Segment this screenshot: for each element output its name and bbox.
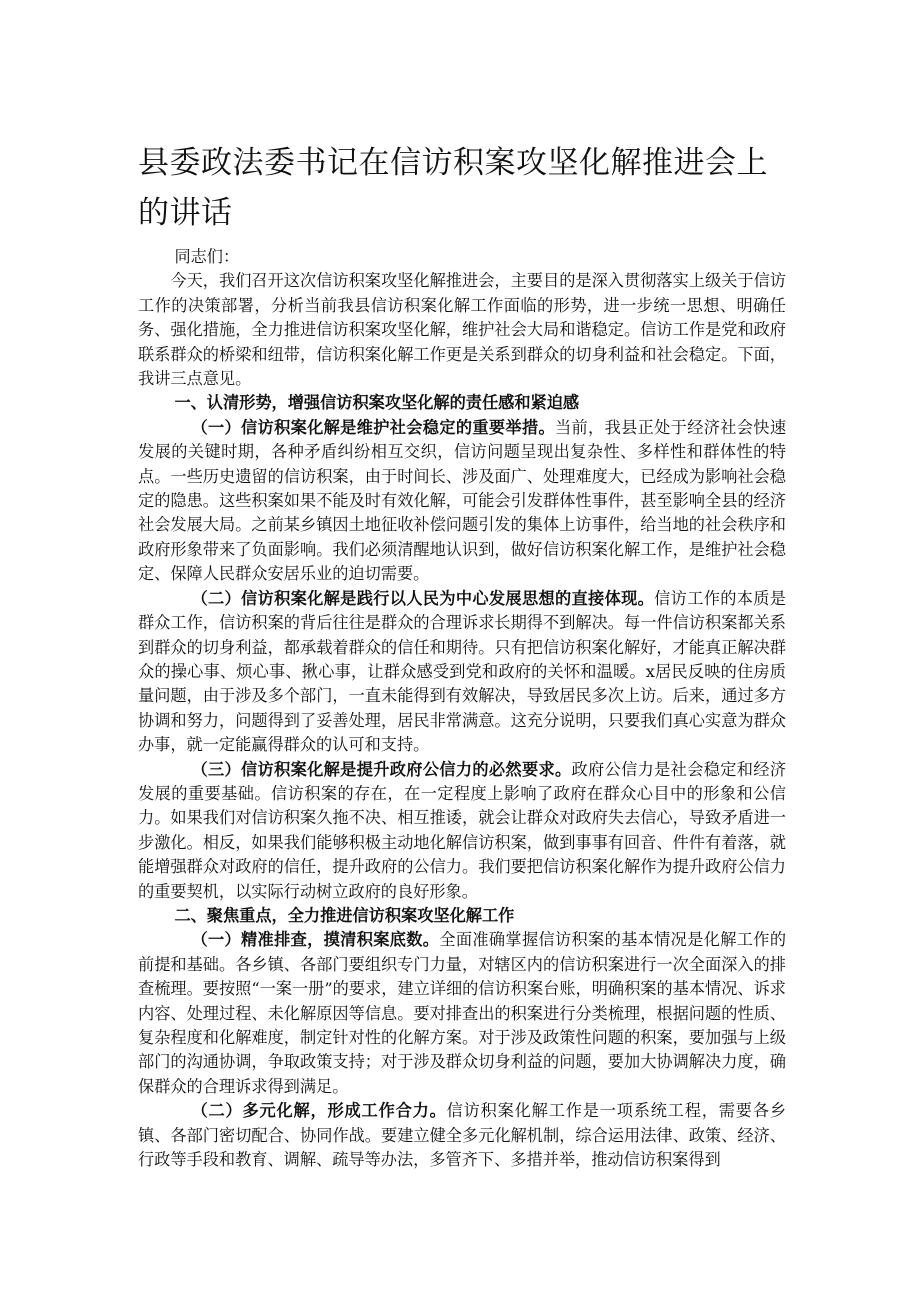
section-1-paragraph-2-lead: （二）信访积案化解是践行以人民为中心发展思想的直接体现。 <box>191 588 655 608</box>
section-1-paragraph-2-text: 信访工作的本质是群众工作，信访积案的背后往往是群众的合理诉求长期得不到解决。每一件信访积案都关系到群众的切身利益，都承载着群众的信任和期待。只有把信访积案化解好，才能真正解决群众的操心事、烦心事、揪心事，让群众感受到党和政府的关怀和温暖。x居民反映的住房质量问题，由于涉及多个部门，一直未能得到有效解决，导致居民多次上访。后来，通过多方协调和努力，问题得到了妥善处理，居民非常满意。这充分说明，只要我们真心实意为群众办事，就一定能赢得群众的认可和支持。 <box>138 588 786 755</box>
section-1-paragraph-2 <box>138 587 786 758</box>
section-1-heading: 一、认清形势，增强信访积案攻坚化解的责任感和紧迫感 <box>174 393 580 413</box>
intro-paragraph: 今天，我们召开这次信访积案攻坚化解推进会，主要目的是深入贯彻落实上级关于信访工作的决策部署，分析当前我县信访积案化解工作面临的形势，进一步统一思想、明确任务、强化措施，全力推进信访积案攻坚化解，维护社会大局和谐稳定。信访工作是党和政府联系群众的桥梁和纽带，信访积案化解工作更是关系到群众的切身利益和社会稳定。下面，我讲三点意见。 <box>138 271 786 389</box>
section-1-paragraph-1 <box>138 416 786 587</box>
section-1-paragraph-3-lead: （三）信访积案化解是提升政府公信力的必然要求。 <box>191 759 572 779</box>
section-2-paragraph-1 <box>138 928 786 1099</box>
greeting: 同志们： <box>174 247 240 266</box>
section-2-heading: 二、聚焦重点，全力推进信访积案攻坚化解工作 <box>174 905 515 925</box>
section-2-paragraph-2-lead: （二）多元化解，形成工作合力。 <box>191 1101 447 1121</box>
section-1-paragraph-1-lead: （一）信访积案化解是维护社会稳定的重要举措。 <box>191 417 555 437</box>
section-1-paragraph-3-text: 政府公信力是社会稳定和经济发展的重要基础。信访积案的存在，在一定程度上影响了政府在群众心目中的形象和公信力。如果我们对信访积案久拖不决、相互推诿，就会让群众对政府失去信心，导致矛盾进一步激化。相反，如果我们能够积极主动地化解信访积案，做到事事有回音、件件有着落，就能增强群众对政府的信任，提升政府的公信力。我们要把信访积案化解作为提升政府公信力的重要契机，以实际行动树立政府的良好形象。 <box>138 759 787 901</box>
section-1-paragraph-1-text: 当前，我县正处于经济社会快速发展的关键时期，各种矛盾纠纷相互交织，信访问题呈现出复杂性、多样性和群体性的特点。一些历史遗留的信访积案，由于时间长、涉及面广、处理难度大，已经成为影响社会稳定的隐患。这些积案如果不能及时有效化解，可能会引发群体性事件，甚至影响全县的经济社会发展大局。之前某乡镇因土地征收补偿问题引发的集体上访事件，给当地的社会秩序和政府形象带来了负面影响。我们必须清醒地认识到，做好信访积案化解工作，是维护社会稳定、保障人民群众安居乐业的迫切需要。 <box>138 417 787 584</box>
section-2-paragraph-1-lead: （一）精准排查，摸清积案底数。 <box>191 930 440 950</box>
document-title: 县委政法委书记在信访积案攻坚化解推进会上的讲话 <box>138 145 768 231</box>
section-1-paragraph-3 <box>138 758 786 904</box>
section-2-paragraph-2 <box>138 1099 786 1172</box>
section-2-paragraph-2-text: 信访积案化解工作是一项系统工程，需要各乡镇、各部门密切配合、协同作战。要建立健全多元化解机制，综合运用法律、政策、经济、行政等手段和教育、调解、疏导等办法，多管齐下、多措并举，推动信访积案得到 <box>138 1101 787 1170</box>
document-body <box>138 245 786 1172</box>
section-2-paragraph-1-text: 全面准确掌握信访积案的基本情况是化解工作的前提和基础。各乡镇、各部门要组织专门力量，对辖区内的信访积案进行一次全面深入的排查梳理。要按照“一案一册”的要求，建立详细的信访积案台账，明确积案的基本情况、诉求内容、处理过程、未化解原因等信息。要对排查出的积案进行分类梳理，根据问题的性质、复杂程度和化解难度，制定针对性的化解方案。对于涉及政策性问题的积案，要加强与上级部门的沟通协调，争取政策支持；对于涉及群众切身利益的问题，要加大协调解决力度，确保群众的合理诉求得到满足。 <box>138 930 787 1096</box>
